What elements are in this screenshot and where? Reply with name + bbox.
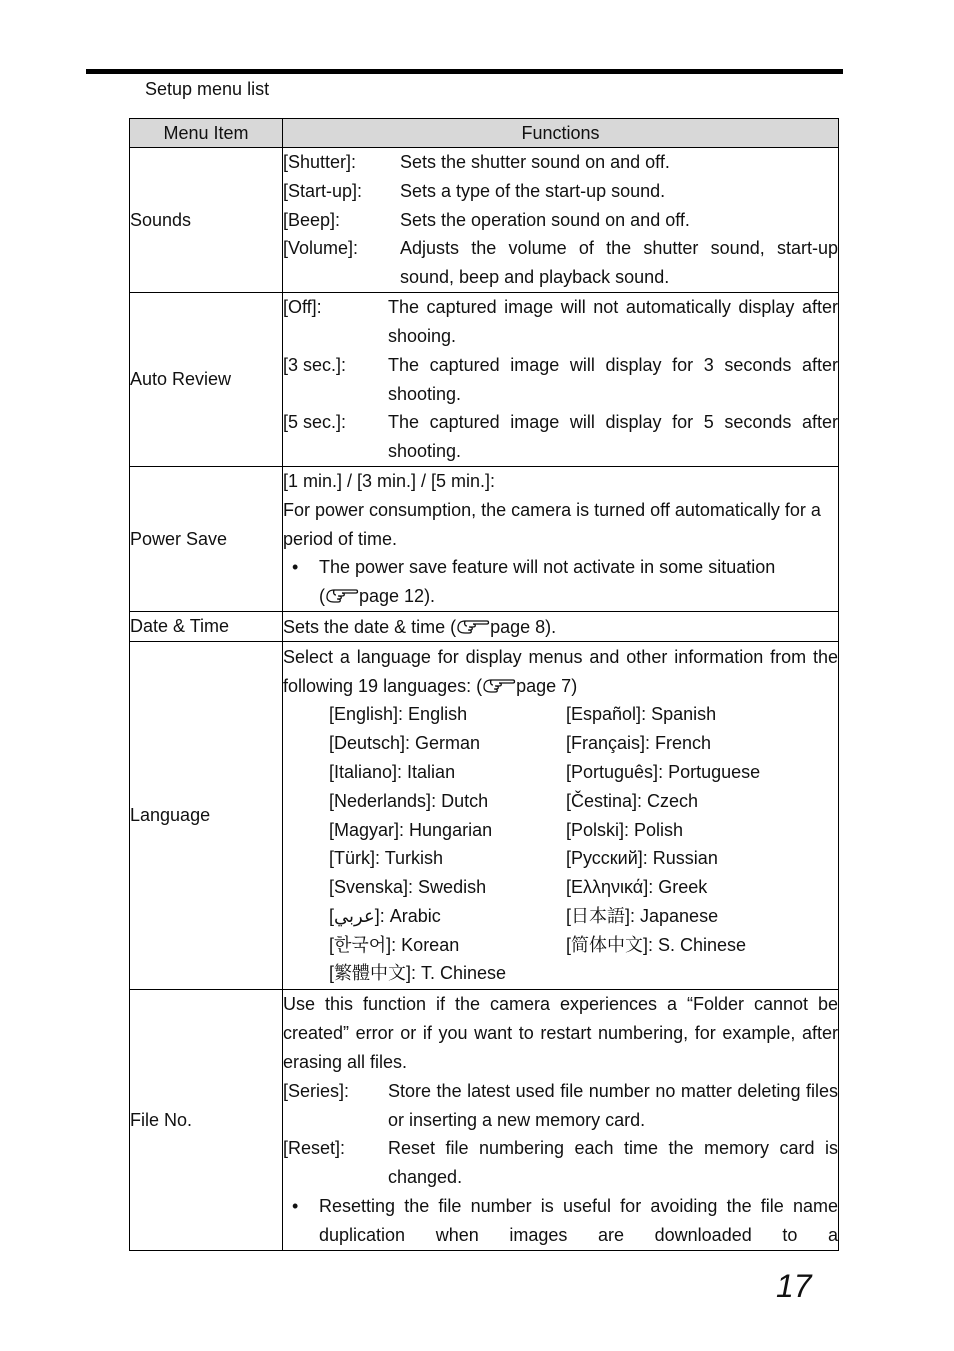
option-description: The captured image will display for 5 seconds after shooting.	[388, 412, 838, 462]
language-key: [繁體中文]	[329, 963, 412, 984]
option-row	[283, 408, 838, 466]
language-option	[566, 729, 838, 758]
language-option	[566, 931, 838, 960]
language-name: : Japanese	[630, 905, 719, 926]
option-row	[283, 206, 838, 235]
language-name: : Dutch	[431, 790, 489, 811]
language-intro	[283, 643, 838, 701]
option-description: Sets the shutter sound on and off.	[400, 152, 670, 172]
language-option	[329, 959, 566, 988]
bullet-dot: •	[292, 557, 299, 578]
file-no-options	[283, 1077, 838, 1192]
option-row	[283, 148, 838, 177]
row-date-time	[130, 612, 839, 642]
option-description: Reset file numbering each time the memory card is changed.	[388, 1138, 838, 1188]
language-list-right	[566, 700, 838, 988]
functions-date-time	[283, 612, 839, 642]
pointing-hand-icon	[482, 675, 516, 695]
row-language	[130, 642, 839, 990]
language-option	[329, 844, 566, 873]
row-file-no	[130, 990, 839, 1251]
top-rule	[86, 69, 843, 74]
language-option	[329, 700, 566, 729]
functions-file-no	[283, 990, 839, 1251]
option-key: [Off]:	[283, 297, 322, 318]
option-key: [Shutter]:	[283, 152, 357, 172]
language-option	[329, 787, 566, 816]
file-no-note	[283, 1192, 838, 1250]
option-key: [Beep]:	[283, 209, 341, 230]
language-option	[566, 902, 838, 931]
power-save-options: [1 min.] / [3 min.] / [5 min.]:	[283, 471, 496, 491]
language-option	[329, 816, 566, 845]
power-save-note-ref: page 12).	[359, 586, 436, 607]
language-name: : Russian	[642, 848, 718, 869]
language-name: : Swedish	[408, 877, 487, 898]
menu-item-auto-review: Auto Review	[130, 293, 283, 467]
language-key: [Svenska]	[329, 877, 409, 898]
option-description: Sets a type of the start-up sound.	[400, 180, 666, 201]
language-key: [Français]	[566, 733, 646, 754]
language-key: [Polski]	[566, 819, 625, 840]
language-option	[329, 873, 566, 902]
menu-item-date-time: Date & Time	[130, 612, 283, 642]
menu-item-language: Language	[130, 642, 283, 990]
option-description: Sets the operation sound on and off.	[400, 209, 690, 230]
option-row	[283, 293, 838, 351]
language-name: : Polish	[624, 819, 684, 840]
functions-power-save	[283, 467, 839, 612]
language-option	[566, 844, 838, 873]
file-no-intro: Use this function if the camera experiences a “Folder cannot be created” error or if you want to restart numbering, for example, after erasing all files.	[283, 994, 838, 1072]
menu-item-file-no: File No.	[130, 990, 283, 1251]
language-name: : Portuguese	[658, 761, 761, 782]
language-option	[566, 816, 838, 845]
language-name: : Czech	[637, 790, 699, 811]
option-description: The captured image will display for 3 seconds after shooting.	[388, 354, 838, 404]
functions-sounds	[283, 148, 839, 293]
table-header	[130, 119, 839, 148]
language-list-left	[329, 700, 566, 988]
language-key: [简体中文]	[566, 934, 649, 955]
option-row	[283, 1134, 838, 1192]
option-description: Store the latest used file number no matter deleting files or inserting a new memory card.	[388, 1080, 838, 1130]
language-option	[329, 758, 566, 787]
power-save-note	[283, 553, 838, 611]
power-save-note-text: The power save feature will not activate in some situation	[319, 557, 776, 578]
language-option	[566, 787, 838, 816]
pointing-hand-icon	[456, 616, 490, 636]
language-key: [Deutsch]	[329, 733, 406, 754]
language-key: [日本語]	[566, 905, 631, 926]
language-name: : German	[405, 733, 481, 754]
date-time-ref: page 8).	[490, 616, 557, 637]
language-name: : Korean	[391, 934, 460, 955]
language-key: [Português]	[566, 761, 659, 782]
power-save-text: For power consumption, the camera is turned off automatically for a period of time.	[283, 499, 821, 549]
option-row	[283, 351, 838, 409]
row-sounds	[130, 148, 839, 293]
functions-auto-review	[283, 293, 839, 467]
row-power-save	[130, 467, 839, 612]
option-key: [Start-up]:	[283, 180, 363, 201]
option-description: The captured image will not automatically display after shooing.	[388, 297, 838, 346]
language-key: [Nederlands]	[329, 790, 432, 811]
functions-language	[283, 642, 839, 990]
language-name: : French	[645, 733, 712, 754]
language-list	[283, 700, 838, 988]
language-name: : Spanish	[641, 704, 717, 725]
language-option	[566, 758, 838, 787]
menu-item-power-save: Power Save	[130, 467, 283, 612]
option-description: Adjusts the volume of the shutter sound, start-up sound, beep and playback sound.	[400, 238, 838, 288]
language-key: [한국어]	[329, 934, 392, 955]
language-name: : Hungarian	[399, 819, 493, 840]
language-option	[566, 873, 838, 902]
language-key: [عربي]	[329, 905, 380, 926]
option-key: [Volume]:	[283, 238, 359, 259]
language-name: : Arabic	[379, 905, 441, 926]
setup-menu-table	[129, 118, 839, 1251]
file-no-note-text: Resetting the file number is useful for avoiding the file name duplication when images are downloaded to a	[319, 1195, 838, 1245]
language-name: : Italian	[397, 761, 456, 782]
date-time-text: Sets the date & time (	[283, 616, 457, 637]
option-key: [Reset]:	[283, 1138, 346, 1159]
power-save-note-ref-open: (	[319, 586, 325, 607]
language-name: : Greek	[648, 877, 708, 898]
option-key: [5 sec.]:	[283, 412, 347, 433]
language-intro-text: Select a language for display menus and other information from the following 19 languages: (	[283, 646, 838, 696]
language-option	[566, 700, 838, 729]
language-name: : Turkish	[375, 848, 444, 869]
option-row	[283, 1077, 838, 1135]
option-row	[283, 234, 838, 292]
header-menu-item: Menu Item	[130, 119, 283, 148]
language-name: : S. Chinese	[648, 934, 747, 955]
row-auto-review	[130, 293, 839, 467]
language-key: [Magyar]	[329, 819, 400, 840]
language-intro-ref: page 7)	[516, 675, 578, 696]
language-key: [English]	[329, 704, 399, 725]
language-name: : English	[398, 704, 468, 725]
language-key: [Ελληνικά]	[566, 877, 649, 898]
menu-item-sounds: Sounds	[130, 148, 283, 293]
section-title: Setup menu list	[145, 79, 270, 99]
language-option	[329, 902, 566, 931]
header-functions: Functions	[283, 119, 839, 148]
language-name: : T. Chinese	[411, 963, 507, 984]
language-key: [Español]	[566, 704, 642, 725]
language-key: [Italiano]	[329, 761, 398, 782]
bullet-dot: •	[292, 1195, 299, 1216]
language-key: [Čestina]	[566, 790, 638, 811]
language-option	[329, 729, 566, 758]
pointing-hand-icon	[325, 585, 359, 605]
language-option	[329, 931, 566, 960]
option-key: [3 sec.]:	[283, 354, 347, 375]
page-number: 17	[776, 1268, 812, 1304]
option-row	[283, 177, 838, 206]
language-key: [Русский]	[566, 848, 643, 869]
option-key: [Series]:	[283, 1080, 350, 1101]
language-key: [Türk]	[329, 848, 376, 869]
